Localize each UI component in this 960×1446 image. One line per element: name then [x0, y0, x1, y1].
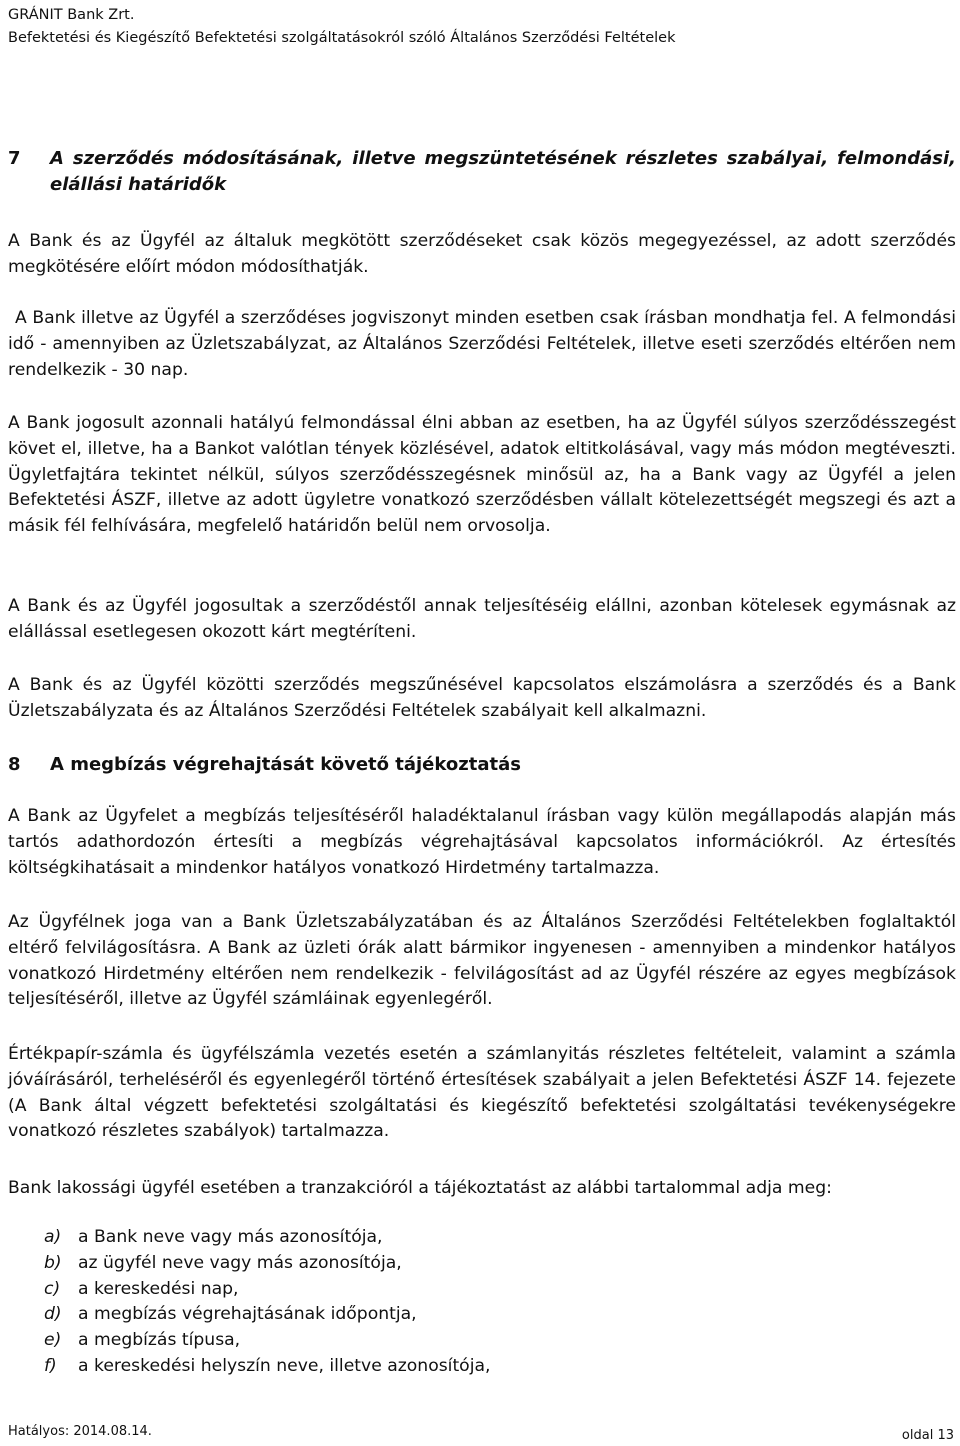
section-7-paragraph-5: A Bank és az Ügyfél közötti szerződés megszűnésével kapcsolatos elszámolásra a szerződés és a Bank Üzletszabályzata és az Általános Szerződési Feltételek szabályait kell alkalmazni. — [8, 675, 956, 721]
section-7-number: 7 — [8, 148, 21, 169]
transaction-info-list — [44, 1225, 490, 1380]
section-8-number: 8 — [8, 754, 21, 775]
page-number: oldal 13 — [901, 1428, 954, 1443]
section-8-paragraph-1: A Bank az Ügyfelet a megbízás teljesítéséről haladéktalanul írásban vagy külön megállapodás alapján más tartós adathordozón értesíti a megbízás végrehajtásával kapcsolatos információkról. Az értesítés költségkihatásait a mindenkor hatályos vonatkozó Hirdetmény tartalmazza. — [8, 806, 956, 878]
list-item: f) a kereskedési helyszín neve, illetve azonosítója, — [44, 1355, 491, 1376]
list-item: b) az ügyfél neve vagy más azonosítója, — [44, 1252, 402, 1273]
section-7-heading — [8, 146, 956, 198]
section-7-paragraph-2: A Bank illetve az Ügyfél a szerződéses jogviszonyt minden esetben csak írásban mondhatja fel. A felmondási idő - amennyiben az Üzletszabályzat, az Általános Szerződési Feltételek, illetve eseti szerződés eltérően nem rendelkezik - 30 nap. — [8, 308, 956, 380]
section-8-paragraph-3: Értékpapír-számla és ügyfélszámla vezetés esetén a számlanyitás részletes feltételeit, valamint a számla jóváírásáról, terheléséről és egyenlegéről történő értesítések szabályait a jelen Befektetési ÁSZF 14. fejezete (A Bank által végzett befektetési szolgáltatási és kiegészítő befektetési szolgáltatási tevékenységekre vonatkozó részletes szabályok) tartalmazza. — [8, 1044, 956, 1142]
section-8-paragraph-4: Bank lakossági ügyfél esetében a tranzakcióról a tájékoztatást az alábbi tartalommal adja meg: — [8, 1178, 832, 1198]
effective-date: Hatályos: 2014.08.14. — [8, 1424, 152, 1439]
section-7-paragraph-3: A Bank jogosult azonnali hatályú felmondással élni abban az esetben, ha az Ügyfél súlyos szerződésszegést követ el, illetve, ha a Bankot valótlan tények közlésével, adatok eltitkolásával, vagy más módon megtéveszti. Ügyletfajtára tekintet nélkül, súlyos szerződésszegésnek minősül az, ha a Bank vagy az Ügyfél a jelen Befektetési ÁSZF, illetve az adott ügyletre vonatkozó szerződésben vállalt kötelezettségét megszegi és azt a másik fél felhívására, megfelelő határidőn belül nem orvosolja. — [8, 413, 956, 537]
section-7-paragraph-1: A Bank és az Ügyfél az általuk megkötött szerződéseket csak közös megegyezéssel, az adott szerződés megkötésére előírt módon módosíthatják. — [8, 231, 956, 277]
section-8-title: A megbízás végrehajtását követő tájékoztatás — [50, 754, 521, 775]
list-item: e) a megbízás típusa, — [44, 1330, 241, 1351]
section-8-paragraph-2: Az Ügyfélnek joga van a Bank Üzletszabályzatában és az Általános Szerződési Feltételekben foglaltaktól eltérő felvilágosításra. A Bank az üzleti órák alatt bármikor ingyenesen - amennyiben a mindenkor hatályos vonatkozó Hirdetmény eltérően nem rendelkezik - felvilágosítást ad az Ügyfél részére az egyes megbízások teljesítéséről, illetve az Ügyfél számláinak egyenlegéről. — [8, 912, 956, 1010]
page-header — [8, 4, 675, 50]
section-8-heading — [8, 752, 956, 778]
company-name: GRÁNIT Bank Zrt. — [8, 7, 135, 23]
section-7-paragraph-4: A Bank és az Ügyfél jogosultak a szerződéstől annak teljesítéséig elállni, azonban kötelesek egymásnak az elállással esetlegesen okozott kárt megtéríteni. — [8, 596, 956, 642]
list-item: a) a Bank neve vagy más azonosítója, — [44, 1227, 383, 1247]
list-item: d) a megbízás végrehajtásának időpontja, — [44, 1304, 417, 1325]
list-item: c) a kereskedési nap, — [44, 1278, 239, 1299]
section-7-title: A szerződés módosításának, illetve megszüntetésének részletes szabályai, felmondási, elállási határidők — [50, 148, 956, 195]
document-title: Befektetési és Kiegészítő Befektetési szolgáltatásokról szóló Általános Szerződési Feltételek — [8, 30, 676, 46]
